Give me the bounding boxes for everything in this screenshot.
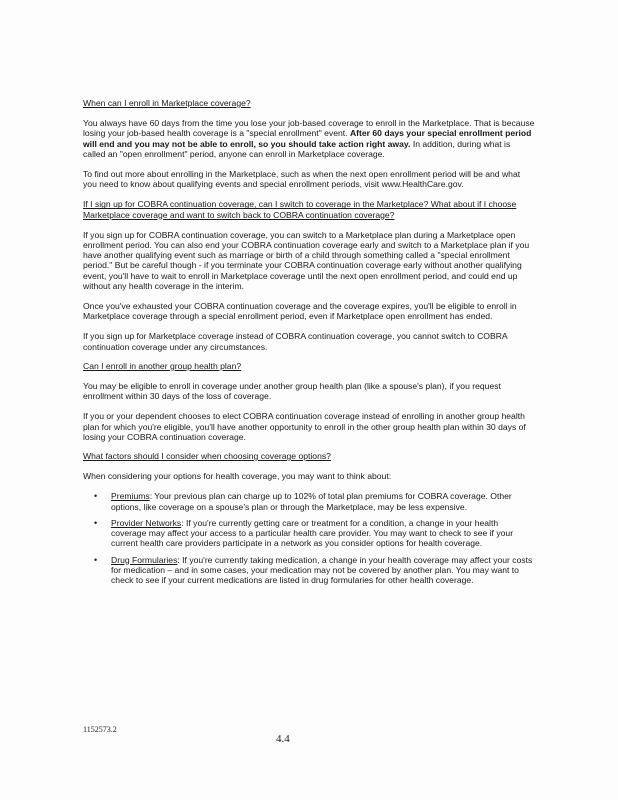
paragraph-sixty-days-warning: After 60 days your special enrollment period will end and you may not be able to enroll, so you should take action right away. xyxy=(83,128,532,149)
text-provider-networks: : If you're currently getting care or treatment for a condition, a change in your health coverage may affect your access to a particular health care provider. You may want to check to see if your current health care providers participate in a network as you consider options for health coverage. xyxy=(111,517,514,549)
heading-group-health-plan: Can I enroll in another group health plan? xyxy=(83,360,242,371)
paragraph-dependent-election: If you or your dependent chooses to elect COBRA continuation coverage instead of enrolling in another group health plan for which you're eligible, you'll have another opportunity to enroll in the other group health plan within 30 days of losing your COBRA continuation coverage. xyxy=(83,411,526,442)
document-body xyxy=(83,98,535,591)
paragraph-cobra-switch: If you sign up for COBRA continuation coverage, you can switch to a Marketplace plan during a Marketplace open enrollment period. You can also end your COBRA continuation coverage early and switch to a Marketplace plan if you have another qualifying event such as marriage or birth of a child through something called a "special enrollment period." But be careful though - if you terminate your COBRA continuation coverage early without another qualifying event, you'll have to wait to enroll in Marketplace coverage until the next open enrollment period, and could end up without any health coverage in the interim. xyxy=(83,229,530,291)
heading-marketplace-enrollment: When can I enroll in Marketplace coverage? xyxy=(83,98,251,108)
paragraph-marketplace-instead: If you sign up for Marketplace coverage instead of COBRA continuation coverage, you cannot switch to COBRA continuation coverage under any circumstances. xyxy=(83,331,508,352)
paragraph-sixty-days-text-b: In addition, during what is called an "open enrollment" period, anyone can enroll in Marketplace coverage. xyxy=(83,138,511,159)
factors-list xyxy=(83,491,535,585)
page-number: 4.4 xyxy=(276,733,290,745)
paragraph-sixty-days xyxy=(83,118,535,159)
paragraph-find-out-more: To find out more about enrolling in the Marketplace, such as when the next open enrollment period will be and what you need to know about qualifying events and special enrollment periods, visit www.HealthCare.gov. xyxy=(83,169,521,190)
text-drug-formularies: : If you're currently taking medication, a change in your health coverage may affect your costs for medication – and in some cases, your medication may not be covered by another plan. You may want to check to see if your current medications are listed in drug formularies for other health coverage. xyxy=(111,554,533,585)
list-item-provider-networks xyxy=(111,518,535,549)
term-premiums: Premiums xyxy=(111,491,150,502)
list-item-premiums xyxy=(111,491,535,511)
paragraph-cobra-exhausted: Once you've exhausted your COBRA continuation coverage and the coverage expires, you'll be eligible to enroll in Marketplace coverage through a special enrollment period, even if Marketplace open enrollment has ended. xyxy=(83,301,517,322)
list-item-drug-formularies xyxy=(111,555,535,586)
term-provider-networks: Provider Networks xyxy=(111,517,182,528)
document-id: 1152573.2 xyxy=(83,725,117,734)
text-premiums: : Your previous plan can charge up to 102% of total plan premiums for COBRA coverage. Other options, like coverage on a spouse's plan or through the Marketplace, may be less expensive. xyxy=(111,491,512,512)
term-drug-formularies: Drug Formularies xyxy=(111,554,178,565)
heading-cobra-switch: If I sign up for COBRA continuation coverage, can I switch to coverage in the Marketplace? What about if I choose Marketplace coverage and want to switch back to COBRA continuation coverage? xyxy=(83,199,517,220)
paragraph-group-eligibility: You may be eligible to enroll in coverage under another group health plan (like a spouse's plan), if you request enrollment within 30 days of the loss of coverage. xyxy=(83,381,501,402)
paragraph-sixty-days-text-a: You always have 60 days from the time you lose your job-based coverage to enroll in the Marketplace. That is because losing your job-based health coverage is a "special enrollment" event. xyxy=(83,118,535,139)
heading-coverage-factors: What factors should I consider when choosing coverage options? xyxy=(83,451,331,462)
paragraph-considerations-intro: When considering your options for health coverage, you may want to think about: xyxy=(83,471,392,482)
